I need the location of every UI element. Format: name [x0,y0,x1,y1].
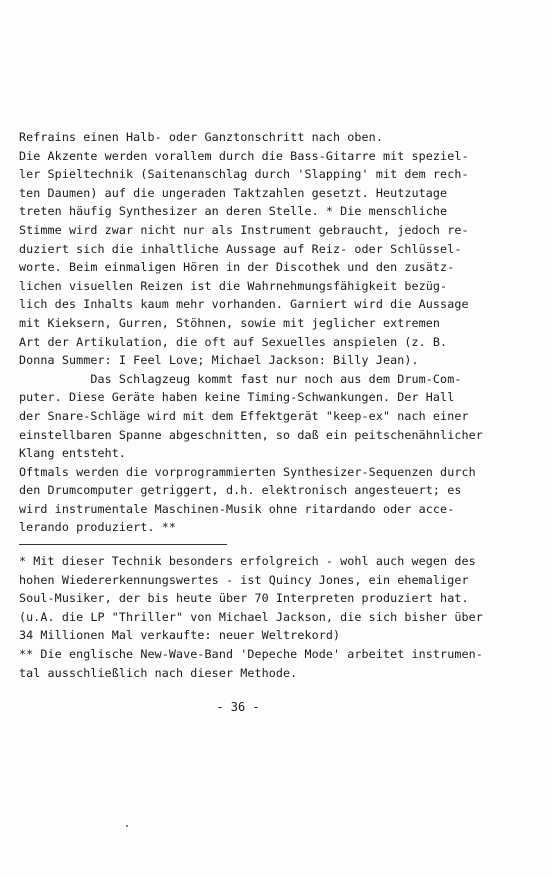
text-line: lerando produziert. ** [19,520,177,535]
text-line: worte. Beim einmaligen Hören in der Discothek und den zusätz- [19,260,455,275]
text-line: puter. Diese Geräte haben keine Timing-Schwankungen. Der Hall [19,390,455,405]
main-text [19,128,539,537]
footnote-line: ** Die englische New-Wave-Band 'Depeche Mode' arbeitet instrumen- [19,646,483,661]
text-line: ler Spieltechnik (Saitenanschlag durch 'Slapping' mit dem rech- [19,167,469,182]
text-line: mit Kieksern, Gurren, Stöhnen, sowie mit jeglicher extremen [19,315,441,330]
text-line: Oftmals werden die vorprogrammierten Synthesizer-Sequenzen durch [19,464,476,479]
text-line: duziert sich die inhaltliche Aussage auf Reiz- oder Schlüssel- [19,241,462,256]
text-line: der Snare-Schläge wird mit dem Effektgerät "keep-ex" nach einer [19,408,469,423]
footnote-line: tal ausschließlich nach dieser Methode. [19,665,298,680]
text-line: ten Daumen) auf die ungeraden Taktzahlen gesetzt. Heutzutage [19,185,448,200]
footnote-line: (u.A. die LP "Thriller" von Michael Jackson, die sich bisher über [19,609,483,624]
text-line: Stimme wird zwar nicht nur als Instrument gebraucht, jedoch re- [19,222,469,237]
text-line: lichen visuellen Reizen ist die Wahrnehmungsfähigkeit bezüg- [19,278,448,293]
footnote-line: Soul-Musiker, der bis heute über 70 Interpreten produziert hat. [19,591,469,606]
scan-speck [126,825,128,827]
text-line: einstellbaren Spanne abgeschnitten, so daß ein peitschenähnlicher [19,427,483,442]
text-line: Das Schlagzeug kommt fast nur noch aus dem Drum-Com- [19,371,462,386]
text-line: Art der Artikulation, die oft auf Sexuelles anspielen (z. B. [19,334,448,349]
page-number: - 36 - [216,700,260,714]
text-line: lich des Inhalts kaum mehr vorhanden. Garniert wird die Aussage [19,297,469,312]
text-line: Refrains einen Halb- oder Ganztonschritt nach oben. [19,130,383,144]
text-line: treten häufig Synthesizer an deren Stelle. * Die menschliche [19,204,448,219]
footnotes [19,552,539,682]
footnote-divider [19,544,227,545]
text-line: wird instrumentale Maschinen-Musik ohne ritardando oder acce- [19,501,455,516]
text-line: Die Akzente werden vorallem durch die Bass-Gitarre mit speziel- [19,148,469,163]
footnote-line: * Mit dieser Technik besonders erfolgreich - wohl auch wegen des [19,554,476,568]
text-line: Klang entsteht. [19,446,127,461]
footnote-line: 34 Millionen Mal verkaufte: neuer Weltrekord) [19,628,341,643]
footnote-line: hohen Wiedererkennungswertes - ist Quincy Jones, ein ehemaliger [19,572,469,587]
text-line: Donna Summer: I Feel Love; Michael Jackson: Billy Jean). [19,353,419,368]
text-line: den Drumcomputer getriggert, d.h. elektronisch angesteuert; es [19,483,462,498]
